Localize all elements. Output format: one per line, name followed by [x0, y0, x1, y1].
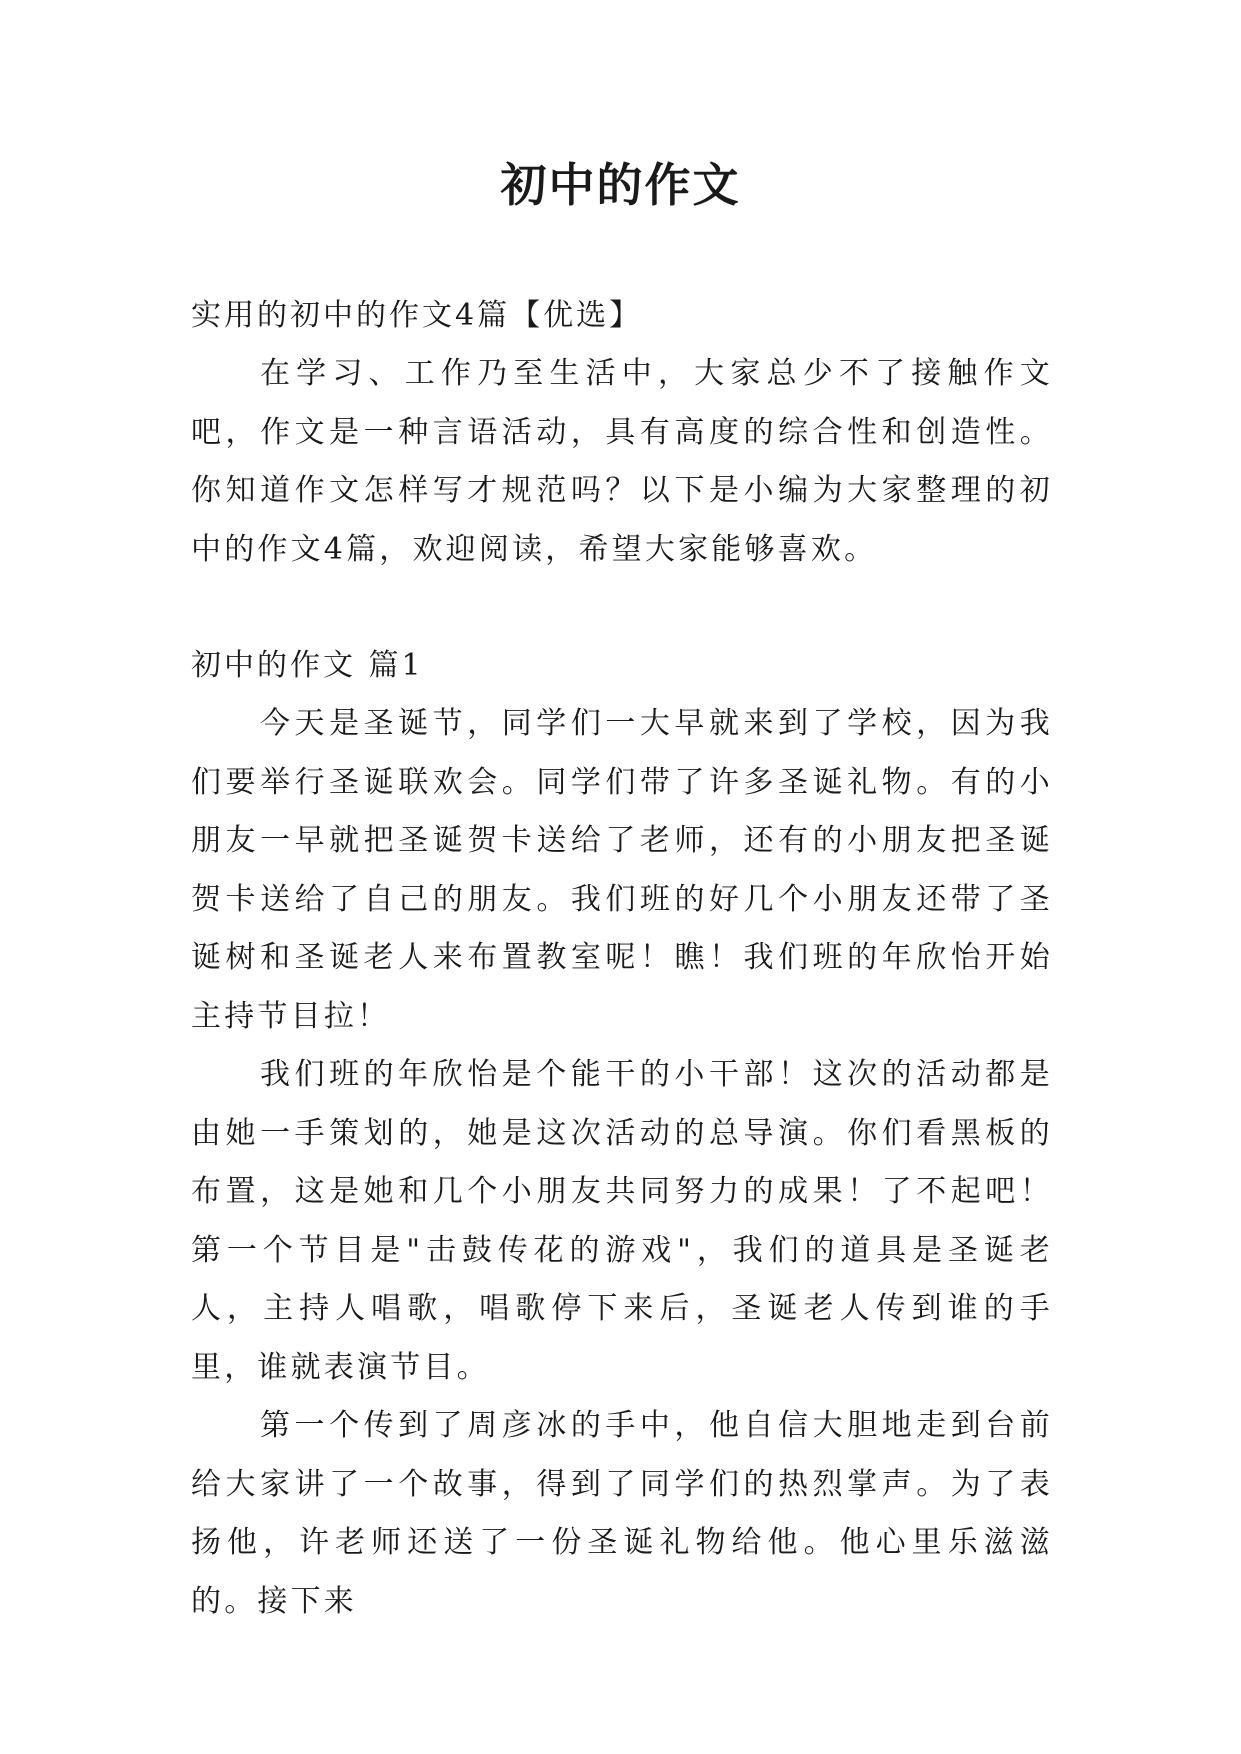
intro-heading: 实用的初中的作文4篇【优选】 — [191, 298, 643, 333]
document-title: 初中的作文 — [500, 158, 741, 212]
section-spacer — [191, 579, 1053, 637]
document-body — [191, 287, 1053, 1631]
body-paragraph: 今天是圣诞节，同学们一大早就来到了学校，因为我们要举行圣诞联欢会。同学们带了许多圣诞礼物。有的小朋友一早就把圣诞贺卡送给了老师，还有的小朋友把圣诞贺卡送给了自己的朋友。我们班的好几个小朋友还带了圣诞树和圣诞老人来布置教室呢！瞧！我们班的年欣怡开始主持节目拉！ — [191, 706, 1053, 1034]
section-heading: 初中的作文 篇1 — [191, 648, 424, 683]
body-paragraph: 第一个传到了周彦冰的手中，他自信大胆地走到台前给大家讲了一个故事，得到了同学们的热烈掌声。为了表扬他，许老师还送了一份圣诞礼物给他。他心里乐滋滋的。接下来 — [191, 1408, 1053, 1619]
body-paragraph: 我们班的年欣怡是个能干的小干部！这次的活动都是由她一手策划的，她是这次活动的总导演。你们看黑板的布置，这是她和几个小朋友共同努力的成果！了不起吧！第一个节目是"击鼓传花的游戏"，我们的道具是圣诞老人，主持人唱歌，唱歌停下来后，圣诞老人传到谁的手里，谁就表演节目。 — [191, 1057, 1053, 1385]
intro-paragraph: 在学习、工作乃至生活中，大家总少不了接触作文吧，作文是一种言语活动，具有高度的综合性和创造性。你知道作文怎样写才规范吗？以下是小编为大家整理的初中的作文4篇，欢迎阅读，希望大家能够喜欢。 — [191, 356, 1053, 567]
